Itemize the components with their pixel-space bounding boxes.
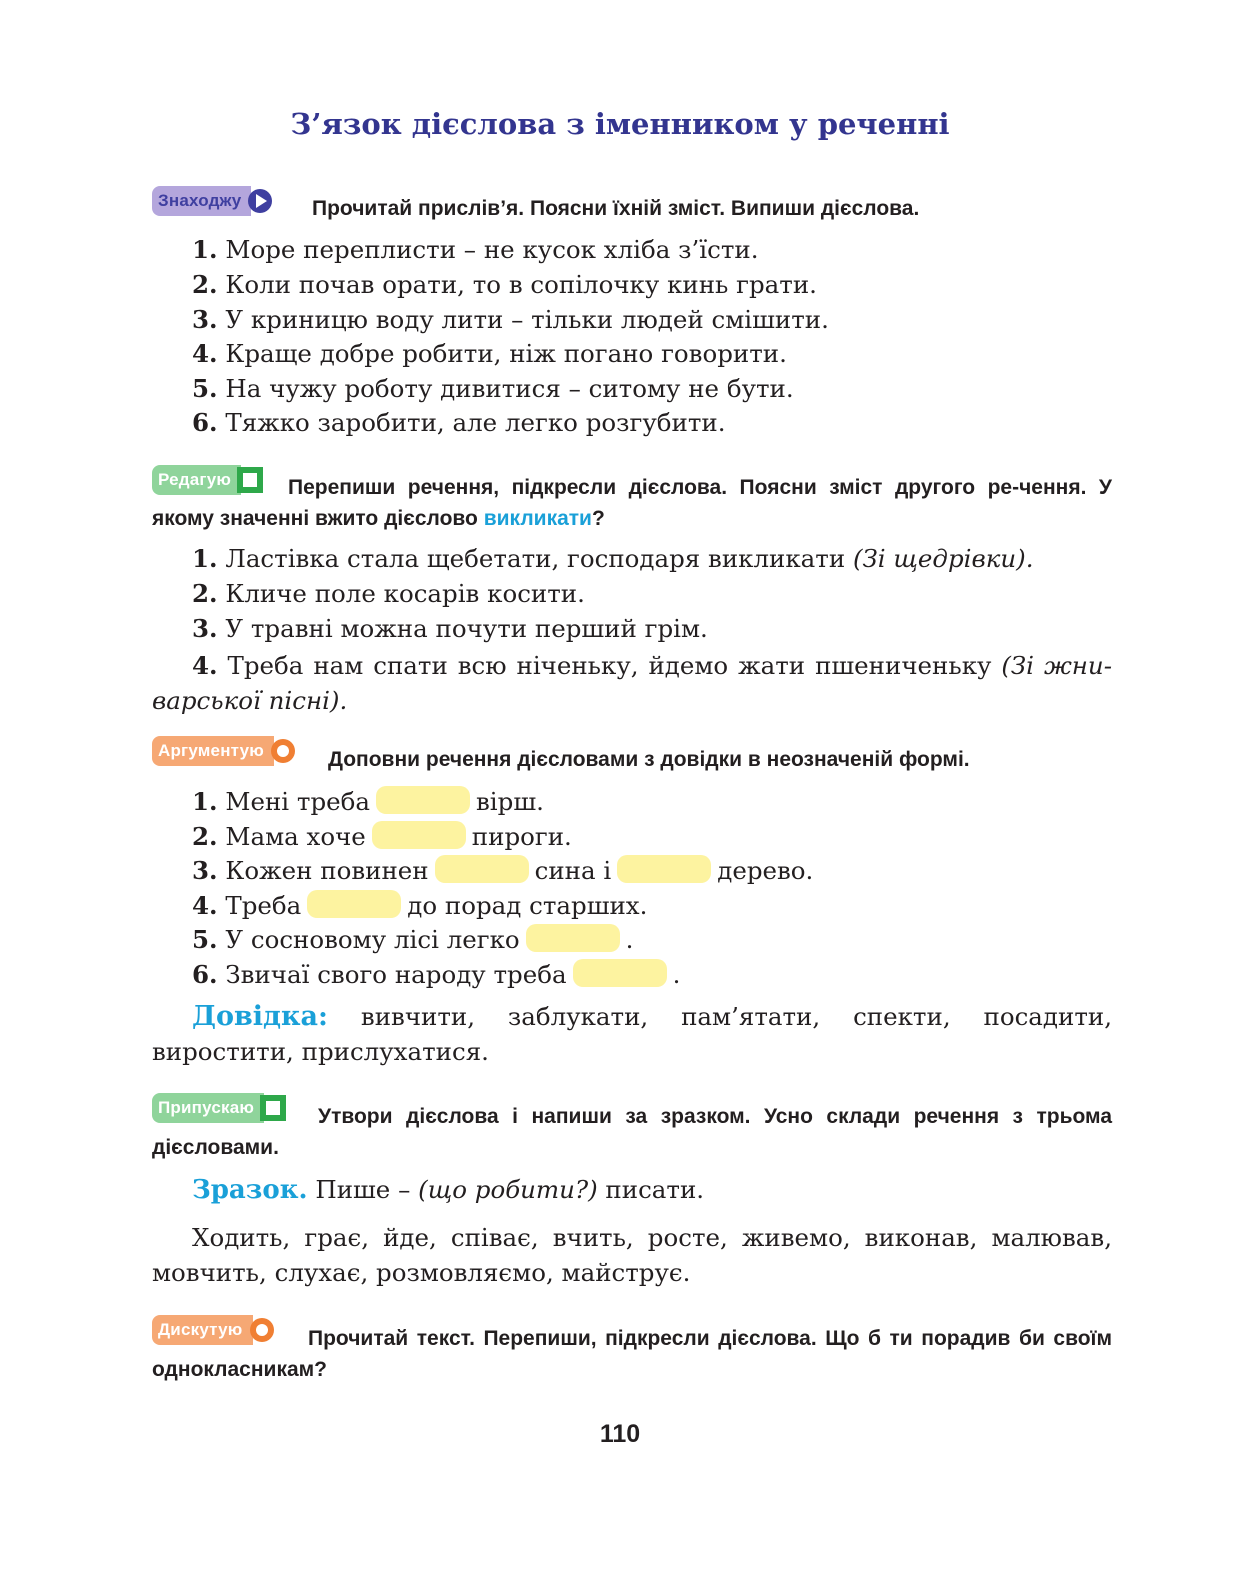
fill-sentence-3: 3. Кожен повинен сина і дерево. [192, 856, 814, 885]
badge-discuss-label: Дискутую [152, 1315, 253, 1345]
sentence-4: 4. Треба нам спати всю ніченьку, йдемо жати пшениченьку (Зі жни-варської пісні). [152, 651, 1112, 715]
fill-sentence-2: 2. Мама хоче пироги. [192, 822, 572, 851]
fill-sentence-6: 6. Звичаї свого народу треба . [192, 960, 681, 989]
answer-blank[interactable] [617, 855, 711, 883]
reference-box [152, 999, 1112, 1069]
fill-sentence-4: 4. Треба до порад старших. [192, 891, 648, 920]
proverb-2: 2. Коли почав орати, то в сопілочку кинь грати. [192, 270, 817, 299]
task-argue: Доповни речення дієсловами з довідки в неозначеній формі. [328, 748, 970, 771]
answer-blank[interactable] [307, 890, 401, 918]
example-line: Зразок. Пише – (що робити?) писати. [192, 1175, 705, 1205]
reference-label: Довідка: [192, 1001, 328, 1032]
sentence-3: 3. У травні можна почути перший грім. [192, 614, 708, 643]
answer-blank[interactable] [376, 786, 470, 814]
reference-words: вивчити, заблукати, пам’ятати, спекти, посадити, виростити, прислухатися. [152, 1002, 1112, 1066]
sentence-2: 2. Кличе поле косарів косити. [192, 579, 585, 608]
example-label: Зразок. [192, 1175, 308, 1205]
task-discuss: Прочитай текст. Перепиши, підкресли дієслова. Що б ти порадив би своїм однокласникам? [152, 1327, 1112, 1381]
play-triangle-icon [247, 188, 273, 214]
task-assume: Утвори дієслова і напиши за зразком. Усно склади речення з трьома дієсловами. [152, 1105, 1112, 1159]
badge-find-label: Знаходжу [152, 186, 251, 216]
answer-blank[interactable] [372, 821, 466, 849]
badge-edit-label: Редагую [152, 465, 241, 495]
proverb-3: 3. У криницю воду лити – тільки людей смішити. [192, 305, 829, 334]
fill-sentence-5: 5. У сосновому лісі легко . [192, 925, 634, 954]
keyword-vyklykaty: викликати [483, 507, 592, 530]
badge-argue-label: Аргументую [152, 736, 274, 766]
page-number: 110 [599, 1420, 641, 1448]
proverb-6: 6. Тяжко заробити, але легко розгубити. [192, 408, 726, 437]
answer-blank[interactable] [573, 959, 667, 987]
answer-blank[interactable] [526, 924, 620, 952]
page-title: З’язок дієслова з іменником у реченні [290, 107, 950, 141]
task-find: Прочитай прислів’я. Поясни їхній зміст. Випиши дієслова. [312, 197, 920, 220]
sentence-1: 1. Ластівка стала щебетати, господаря викликати (Зі щедрівки). [192, 544, 1034, 573]
badge-assume-label: Припускаю [152, 1093, 264, 1123]
proverb-5: 5. На чужу роботу дивитися – ситому не бути. [192, 374, 794, 403]
answer-blank[interactable] [435, 855, 529, 883]
task-edit: Перепиши речення, підкресли дієслова. Поясни зміст другого ре-чення. У якому значенні вжито дієслово викликати? [152, 476, 1112, 530]
fill-sentence-1: 1. Мені треба вірш. [192, 787, 544, 816]
word-list: Ходить, грає, йде, співає, вчить, росте, живемо, виконав, малював, мовчить, слухає, розмовляємо, майструє. [152, 1223, 1112, 1287]
proverb-1: 1. Море переплисти – не кусок хліба з’їсти. [192, 235, 759, 264]
badge-find [152, 186, 273, 216]
badge-argue [152, 736, 296, 766]
proverb-4: 4. Краще добре робити, ніж погано говорити. [192, 339, 787, 368]
ring-icon [270, 738, 296, 764]
